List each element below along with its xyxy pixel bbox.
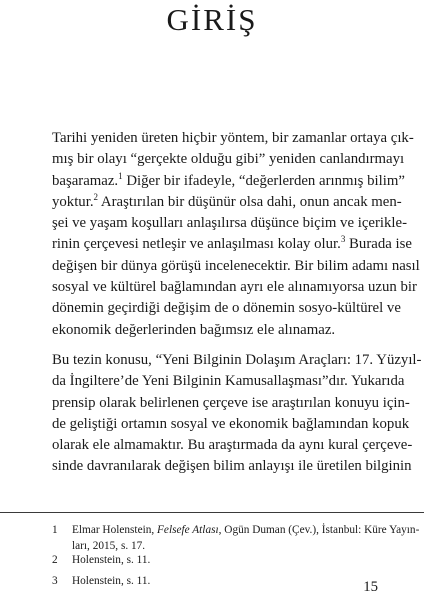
footnote-number: 1 [52, 524, 58, 536]
text-line: Bu tezin konusu, “Yeni Bilginin Dolaşım Araçları: 17. Yüzyıl- [52, 352, 422, 368]
footnote-number: 2 [52, 554, 58, 566]
footnote-number: 3 [52, 575, 58, 587]
paragraph-1 [52, 128, 420, 341]
book-title: Felsefe Atlası [157, 524, 219, 536]
chapter-title: GİRİŞ [166, 2, 258, 37]
footnote-ref-1: 1 [118, 170, 123, 181]
text-line: başaramaz.$^1$ Diğer bir ifadeyle, “değerlerden arınmış bilim” [52, 170, 405, 189]
footnote-text: Holenstein, s. 11. [72, 575, 151, 587]
footnote-text: Elmar Holenstein, Felsefe Atlası, Ogün Duman (Çev.), İstanbul: Küre Yayın- ları, 2015, s. 17. [72, 524, 420, 552]
text-line: Tarihi yeniden üreten hiçbir yöntem, bir zamanlar ortaya çık- [52, 130, 414, 146]
footnote-ref-2: 2 [93, 191, 99, 202]
text-line: değişen bir dünya görüşü incelenecektir. Bir bilim adamı nasıl [52, 257, 420, 274]
text-line: olarak ele almamaktır. Bu araştırmada da aynı kural çerçeve- [52, 437, 413, 454]
page-number: 15 [363, 579, 378, 595]
text-line: yoktur.$^2$ Araştırılan bir düşünür olsa dahi, onun ancak men- [52, 191, 402, 210]
text-line: de geliştiği ortamın sosyal ve ekonomik bağlamından kopuk [52, 415, 410, 432]
text-line: da İngiltere’de Yeni Bilginin Kamusallaşması”dır. Yukarıda [52, 373, 405, 390]
footnote-separator [0, 512, 424, 513]
text-line: ekonomik değerlerinden bağımsız ele alınamaz. [52, 321, 336, 338]
text-line: prensip olarak belirlenen çerçeve ise araştırılan konuyu için- [52, 394, 410, 411]
text-line: sosyal ve kültürel bağlamından ayrı ele alınamıyorsa uzun bir [52, 279, 417, 296]
text-line: rinin çerçevesi netleşir ve anlaşılması kolay olur.$^3$ Burada ise [52, 234, 412, 253]
text-line: mış bir olayı “gerçekte olduğu gibi” yeniden canlandırmayı [52, 151, 405, 168]
text-line: dönemin geçirdiği değişim de o dönemin sosyo-kültürel ve [52, 300, 401, 317]
footnote-text: Holenstein, s. 11. [72, 554, 151, 566]
text-line: şei ve yaşam koşulları anlaşılırsa düşünce biçim ve içerikle- [52, 215, 408, 232]
footnote-ref-3: 3 [340, 234, 346, 245]
text-line: sinde davranılarak değişen bilim anlayışı ile üretilen bilginin [52, 458, 412, 475]
paragraph-2 [52, 350, 422, 478]
